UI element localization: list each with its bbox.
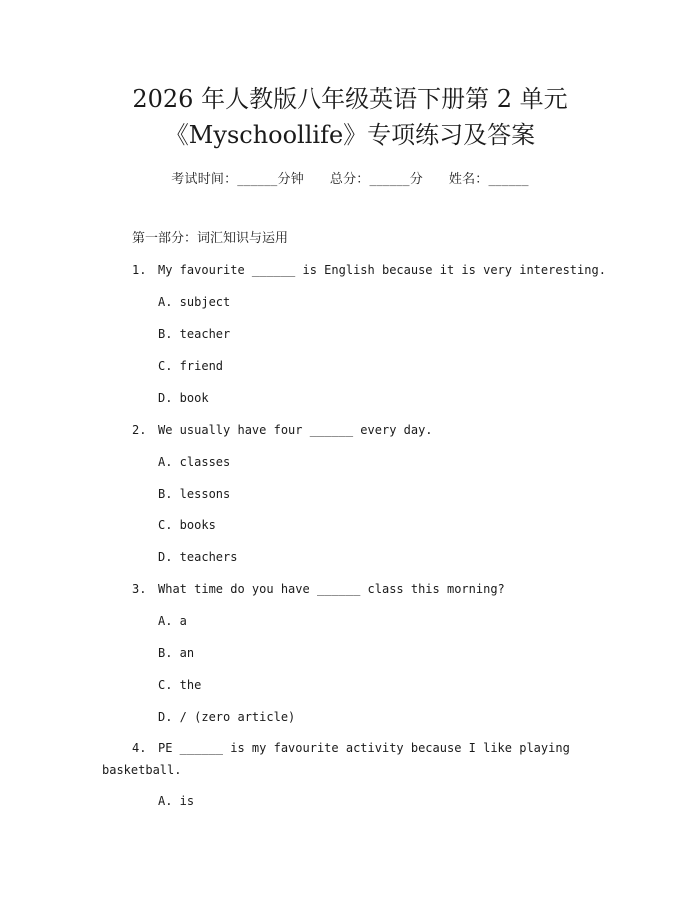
- option-item: D. / (zero article): [158, 710, 296, 724]
- question-number: 3.: [132, 582, 147, 596]
- option-item: B. lessons: [158, 487, 231, 501]
- question-text: My favourite ______ is English because it is very interesting.: [158, 263, 606, 277]
- question-text: We usually have four ______ every day.: [158, 423, 433, 437]
- option-item: A. subject: [158, 295, 231, 309]
- option-item: C. the: [158, 678, 202, 692]
- question-text: What time do you have ______ class this morning?: [158, 582, 505, 596]
- option-item: B. an: [158, 646, 195, 660]
- question-text: PE ______ is my favourite activity because I like playing: [158, 741, 570, 755]
- question-number: 2.: [132, 423, 147, 437]
- option-item: D. book: [158, 391, 209, 405]
- option-item: A. a: [158, 614, 187, 628]
- exam-info-line: 考试时间：______分钟 总分：______分 姓名：______: [171, 172, 529, 187]
- document-title-line-1: 2026 年人教版八年级英语下册第 2 单元: [132, 85, 568, 113]
- section-heading: 第一部分：词汇知识与运用: [132, 231, 289, 246]
- option-item: A. classes: [158, 455, 231, 469]
- question-text-continued: basketball.: [102, 763, 182, 777]
- question-number: 4.: [132, 741, 147, 755]
- option-item: D. teachers: [158, 550, 238, 564]
- question-number: 1.: [132, 263, 147, 277]
- document-title-line-2: 《Myschoollife》专项练习及答案: [164, 121, 536, 149]
- option-item: C. books: [158, 518, 216, 532]
- option-item: B. teacher: [158, 327, 231, 341]
- option-item: C. friend: [158, 359, 224, 373]
- option-item: A. is: [158, 794, 195, 808]
